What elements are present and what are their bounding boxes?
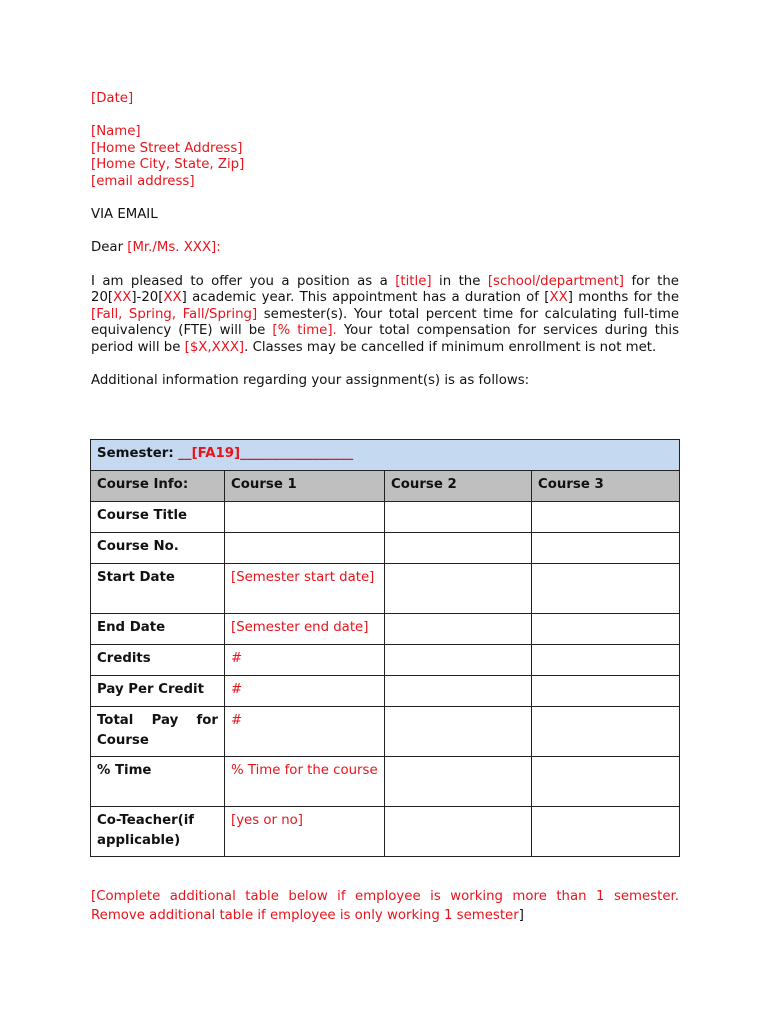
course-3-cell bbox=[532, 564, 680, 614]
table-row bbox=[91, 807, 680, 857]
course-3-cell bbox=[532, 807, 680, 857]
course-3-cell bbox=[532, 707, 680, 757]
table-row bbox=[91, 502, 680, 533]
course-3-cell bbox=[532, 533, 680, 564]
offer-text: ] academic year. This appointment has a duration of [ bbox=[181, 290, 550, 306]
additional-info-text: Additional information regarding your assignment(s) is as follows: bbox=[91, 373, 530, 389]
row-label: Pay Per Credit bbox=[91, 676, 225, 707]
course-1-cell: # bbox=[225, 707, 385, 757]
year-end-placeholder: XX bbox=[163, 290, 182, 306]
offer-text: Your total compensation for services during this period will be bbox=[91, 323, 679, 355]
course-3-cell bbox=[532, 757, 680, 807]
course-info-table bbox=[90, 439, 680, 857]
letter-body bbox=[91, 91, 679, 390]
row-label: Course No. bbox=[91, 533, 225, 564]
course-1-cell bbox=[225, 533, 385, 564]
row-label: Co-Teacher(if applicable) bbox=[91, 807, 225, 857]
course-1-cell: [Semester start date] bbox=[225, 564, 385, 614]
semester-value: __[FA19]_________________ bbox=[178, 446, 354, 461]
course-1-cell: [Semester end date] bbox=[225, 614, 385, 645]
course-2-cell bbox=[385, 676, 532, 707]
header-course-info: Course Info: bbox=[91, 471, 225, 502]
compensation-placeholder: [$X,XXX] bbox=[184, 339, 245, 355]
row-label: Start Date bbox=[91, 564, 225, 614]
header-course-3: Course 3 bbox=[532, 471, 680, 502]
course-3-cell bbox=[532, 614, 680, 645]
course-1-cell: [yes or no] bbox=[225, 807, 385, 857]
offer-text: I am pleased to offer you a position as a bbox=[91, 273, 396, 289]
via-email: VIA EMAIL bbox=[91, 207, 158, 223]
course-2-cell bbox=[385, 645, 532, 676]
table-row bbox=[91, 564, 680, 614]
course-2-cell bbox=[385, 707, 532, 757]
row-label: Total Pay for Course bbox=[91, 707, 225, 757]
salutation bbox=[91, 240, 679, 257]
year-start-placeholder: XX bbox=[113, 290, 132, 306]
course-1-cell: # bbox=[225, 676, 385, 707]
course-1-cell: # bbox=[225, 645, 385, 676]
course-3-cell bbox=[532, 502, 680, 533]
table-row bbox=[91, 707, 680, 757]
table-header-row bbox=[91, 471, 680, 502]
table-row bbox=[91, 757, 680, 807]
title-placeholder: [title] bbox=[395, 273, 432, 289]
offer-text: ]-20[ bbox=[131, 290, 164, 306]
date-placeholder: [Date] bbox=[91, 91, 134, 106]
row-label: Credits bbox=[91, 645, 225, 676]
course-2-cell bbox=[385, 533, 532, 564]
course-1-cell: % Time for the course bbox=[225, 757, 385, 807]
name-placeholder: [Name] bbox=[91, 124, 141, 140]
salutation-prefix: Dear bbox=[91, 240, 128, 256]
course-2-cell bbox=[385, 564, 532, 614]
table-row bbox=[91, 676, 680, 707]
header-course-2: Course 2 bbox=[385, 471, 532, 502]
course-2-cell bbox=[385, 614, 532, 645]
row-label: End Date bbox=[91, 614, 225, 645]
instruction-text: [Complete additional table below if employee is working more than 1 semester. Remove additional table if employee is only working 1 semester bbox=[91, 889, 679, 923]
table-row bbox=[91, 645, 680, 676]
semester-row bbox=[91, 440, 680, 471]
row-label: Course Title bbox=[91, 502, 225, 533]
offer-text: . Classes may be cancelled if minimum enrollment is not met. bbox=[244, 339, 657, 355]
semester-placeholder: [Fall, Spring, Fall/Spring] bbox=[91, 306, 258, 322]
street-placeholder: [Home Street Address] bbox=[91, 140, 243, 156]
instruction-bracket: ] bbox=[518, 907, 524, 923]
offer-text: in the bbox=[431, 273, 488, 289]
city-placeholder: [Home City, State, Zip] bbox=[91, 157, 245, 173]
offer-text: ] months for the bbox=[567, 290, 679, 306]
offer-paragraph bbox=[91, 274, 679, 357]
salutation-name: [Mr./Ms. XXX]: bbox=[127, 240, 221, 256]
semester-cell bbox=[91, 440, 680, 471]
department-placeholder: [school/department] bbox=[487, 273, 624, 289]
offer-text: semester(s). Your total percent time for calculating full-time equivalency (FTE) will be bbox=[91, 306, 679, 339]
course-3-cell bbox=[532, 645, 680, 676]
offer-text: for the 20[ bbox=[91, 273, 679, 306]
table-instruction-note bbox=[91, 888, 679, 925]
header-course-1: Course 1 bbox=[225, 471, 385, 502]
course-2-cell bbox=[385, 807, 532, 857]
course-3-cell bbox=[532, 676, 680, 707]
course-1-cell bbox=[225, 502, 385, 533]
row-label: % Time bbox=[91, 757, 225, 807]
course-2-cell bbox=[385, 757, 532, 807]
percent-time-placeholder: [% time]. bbox=[272, 323, 337, 339]
course-2-cell bbox=[385, 502, 532, 533]
table-row bbox=[91, 533, 680, 564]
duration-placeholder: XX bbox=[549, 290, 568, 306]
table-row bbox=[91, 614, 680, 645]
email-placeholder: [email address] bbox=[91, 173, 195, 189]
semester-label: Semester: bbox=[97, 446, 179, 461]
